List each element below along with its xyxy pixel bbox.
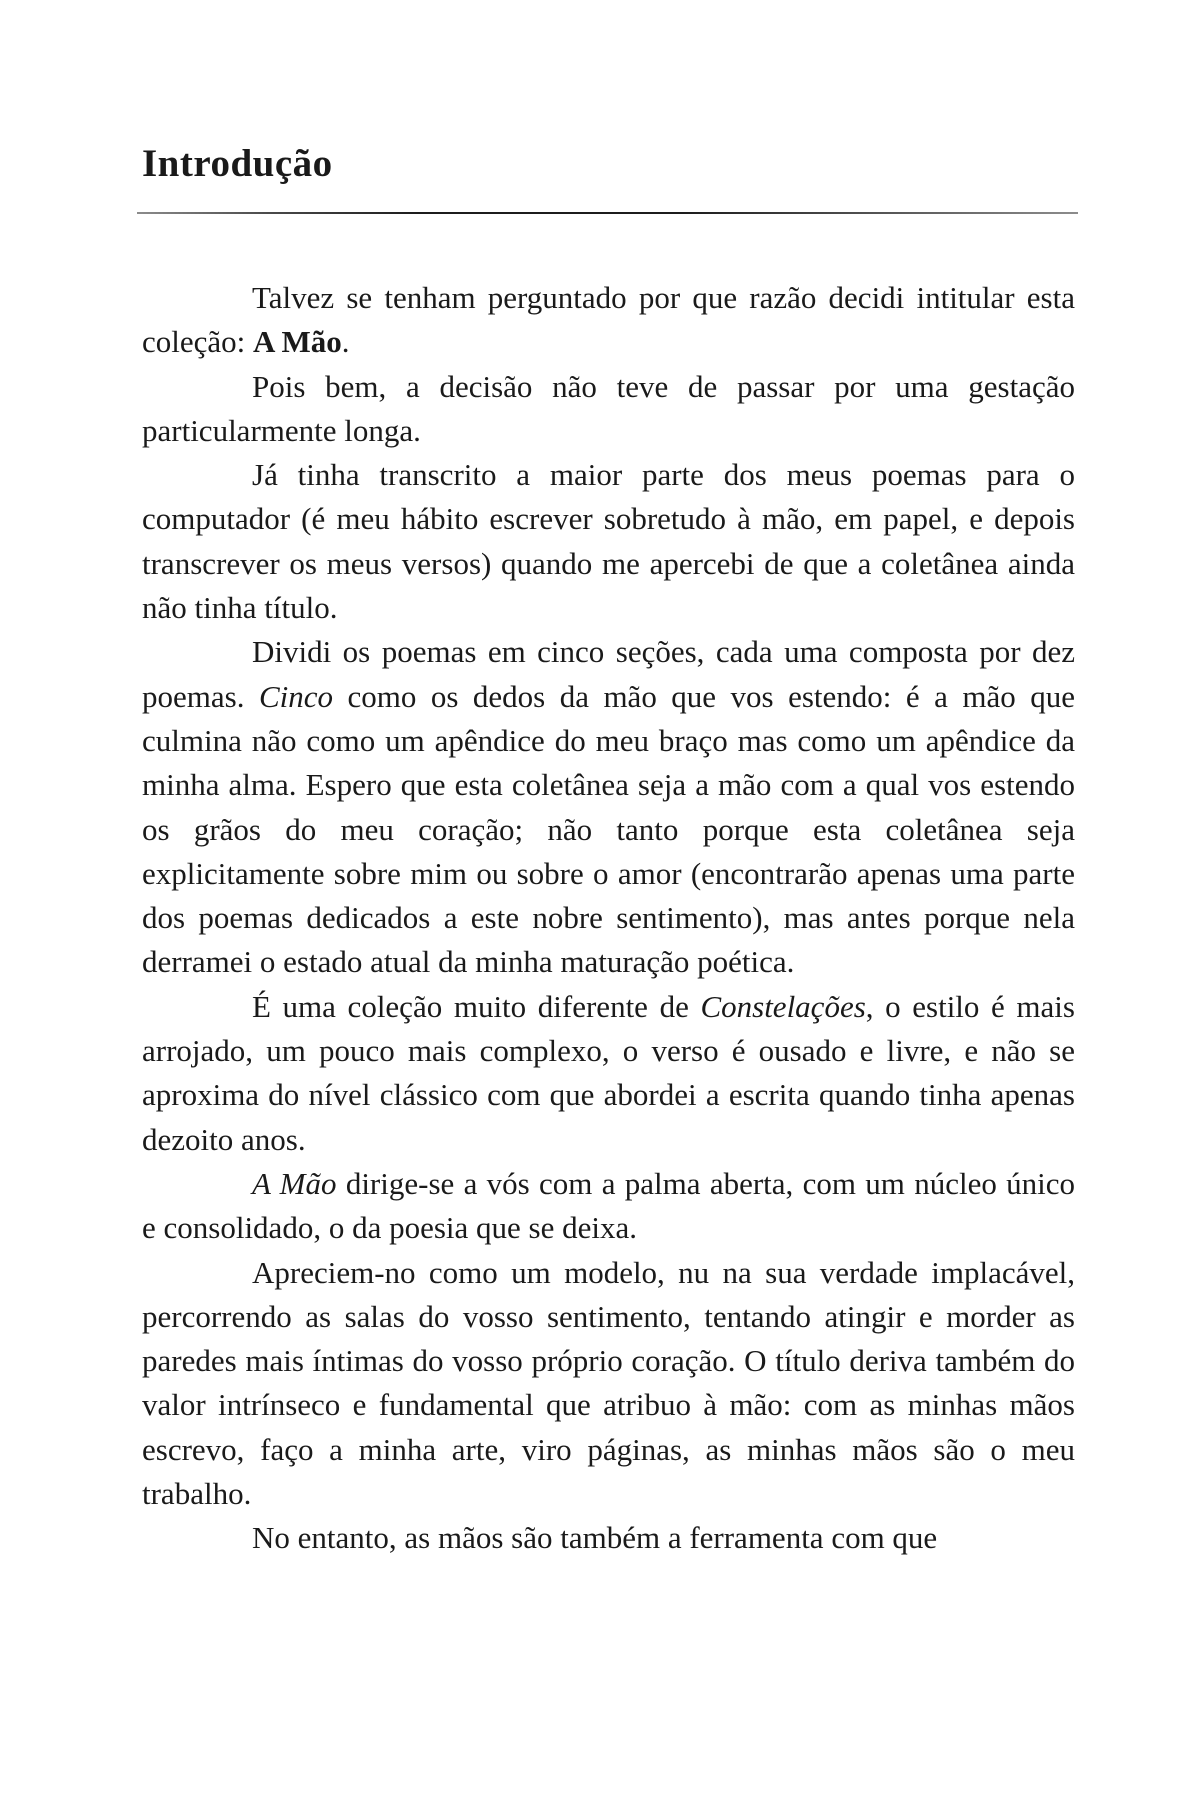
paragraph-1-tail: . [341, 324, 350, 360]
paragraph-1-text: Talvez se tenham perguntado por que razão decidi intitular esta coleção: [142, 280, 1075, 360]
heading-divider [137, 212, 1078, 214]
italic-title-a-mao: A Mão [252, 1165, 337, 1201]
italic-title-constelacoes: Constelações [700, 988, 866, 1024]
collection-title-bold: A Mão [253, 324, 342, 360]
paragraph-4-tail: como os dedos da mão que vos estendo: é a mão que culmina não como um apêndice do meu braço mas como um apêndice da minha alma. Espero que esta coletânea seja a mão com a qual vos estendo os grãos do meu coração; não tanto porque esta coletânea seja explicitamente sobre mim ou sobre o amor (encontrarão apenas uma parte dos poemas dedicados a este nobre sentimento), mas antes porque nela derramei o estado atual da minha maturação poética. [142, 678, 1075, 980]
body-text [142, 276, 1075, 1561]
page-title: Introdução [142, 142, 333, 185]
paragraph-5-tail: , o estilo é mais arrojado, um pouco mais complexo, o verso é ousado e livre, e não se aproxima do nível clássico com que abordei a escrita quando tinha apenas dezoito anos. [142, 988, 1075, 1157]
paragraph-1 [142, 276, 1075, 365]
paragraph-3: Já tinha transcrito a maior parte dos meus poemas para o computador (é meu hábito escrever sobretudo à mão, em papel, e depois transcrever os meus versos) quando me apercebi de que a coletânea ainda não tinha título. [142, 457, 1075, 626]
paragraph-7: Apreciem-no como um modelo, nu na sua verdade implacável, percorrendo as salas do vosso sentimento, tentando atingir e morder as paredes mais íntimas do vosso próprio coração. O título deriva também do valor intrínseco e fundamental que atribuo à mão: com as minhas mãos escrevo, faço a minha arte, viro páginas, as minhas mãos são o meu trabalho. [142, 1254, 1075, 1512]
paragraph-5-lead: É uma coleção muito diferente de [252, 988, 701, 1024]
paragraph-4 [142, 630, 1075, 984]
paragraph-4-lead: Dividi os poemas em cinco seções, cada uma composta por dez poemas. [142, 634, 1075, 714]
italic-word-cinco: Cinco [258, 678, 333, 714]
paragraph-8: No entanto, as mãos são também a ferramenta com que [252, 1520, 938, 1556]
paragraph-6 [142, 1162, 1075, 1251]
paragraph-2: Pois bem, a decisão não teve de passar por uma gestação particularmente longa. [142, 368, 1075, 448]
paragraph-5 [142, 985, 1075, 1162]
paragraph-6-tail: dirige-se a vós com a palma aberta, com um núcleo único e consolidado, o da poesia que se deixa. [142, 1165, 1076, 1246]
